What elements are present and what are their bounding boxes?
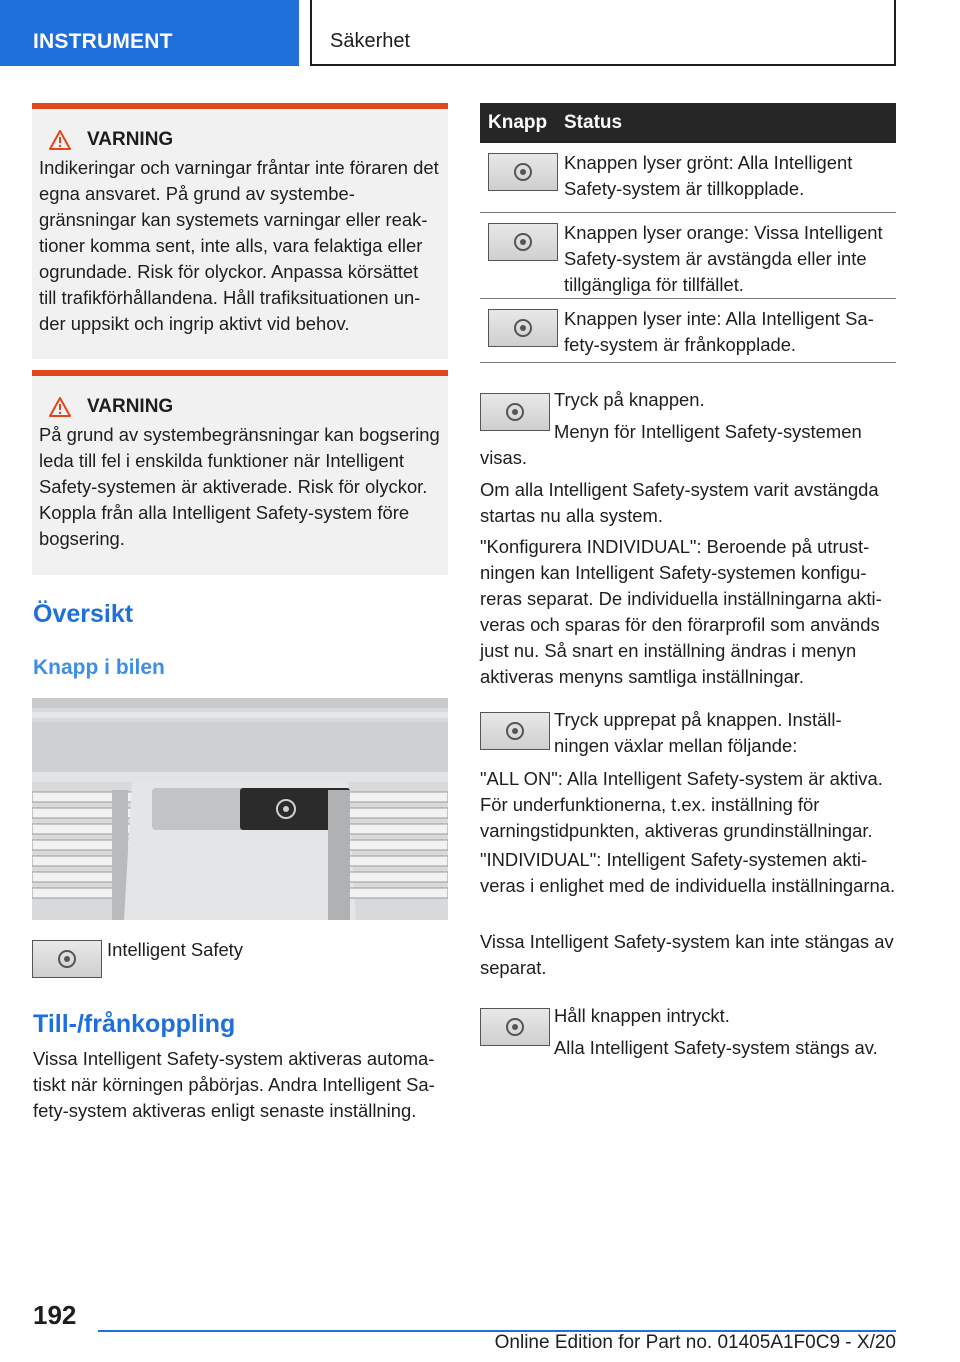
topic-title: Säkerhet (330, 30, 411, 52)
button-green-icon (488, 153, 558, 191)
warning-title: VARNING (87, 396, 174, 417)
warning-triangle-icon (49, 130, 71, 150)
warning-triangle-icon (49, 397, 71, 417)
press-repeat-button-icon (480, 712, 550, 750)
topic-tab (310, 0, 896, 66)
warning-box (32, 103, 448, 359)
status-table (480, 103, 896, 363)
status-text: Knappen lyser grönt: Alla Intelligent Safety-system är tillkopplade. (564, 152, 853, 199)
col-status-header: Status (564, 112, 623, 133)
col-button-header: Knapp (488, 112, 548, 133)
dashboard-photo (32, 698, 448, 920)
status-text: Knappen lyser orange: Vissa Intelligent Safety-system är avstängda eller inte tillgängliga för tillfället. (564, 222, 883, 295)
button-orange-icon (488, 223, 558, 261)
step-result: Alla Intelligent Safety-system stängs av. (554, 1037, 878, 1058)
paragraph: "INDIVIDUAL": Intelligent Safety-systemen aktiveras i enlighet med de individuella inställningarna. (480, 849, 896, 896)
subheading-button-in-car: Knapp i bilen (33, 656, 165, 679)
button-off-icon (488, 309, 558, 347)
page-number: 192 (33, 1300, 77, 1330)
warning-text: På grund av systembegränsningar kan bogsering leda till fel i enskilda funktioner när Intelligent Safety-systemen är aktiverade. Risk för olyckor. Koppla från alla Intelligent Safety-system före bogsering. (39, 424, 440, 549)
press-button-icon (480, 393, 550, 431)
step-press-repeat: Tryck upprepat på knappen. Inställningen växlar mellan följande: (554, 709, 842, 756)
table-row (480, 299, 896, 363)
section-tab (0, 0, 299, 66)
toggle-text: Vissa Intelligent Safety-system aktiveras automatiskt när körningen påbörjas. Andra Intelligent Safety-system aktiveras enligt senaste inställning. (33, 1048, 435, 1121)
step-result-cont: visas. (480, 447, 528, 468)
step-hold-button: Håll knappen intryckt. (554, 1005, 730, 1026)
paragraph: Om alla Intelligent Safety-system varit avstängda startas nu alla system. (480, 479, 879, 526)
table-row (480, 213, 896, 299)
warning-box (32, 370, 448, 575)
step-press-button: Tryck på knappen. (554, 389, 705, 410)
status-text: Knappen lyser inte: Alla Intelligent Safety-system är frånkopplade. (564, 308, 874, 355)
hold-button-icon (480, 1008, 550, 1046)
paragraph: Vissa Intelligent Safety-system kan inte stängas av separat. (480, 931, 894, 978)
warning-title: VARNING (87, 129, 174, 150)
warning-text: Indikeringar och varningar fråntar inte föraren det egna ansvaret. På grund av systembegränsningar kan systemets varningar eller reaktioner komma sent, inte alls, vara felaktiga eller ogrundade. Risk för olyckor. Anpassa körsättet till trafikförhållandena. Håll trafiksituationen under uppsikt och ingrip aktivt vid behov. (39, 157, 439, 334)
table-header (480, 103, 896, 143)
section-title: INSTRUMENT (33, 30, 173, 53)
footer-edition: Online Edition for Part no. 01405A1F0C9 - X/20 (494, 1332, 896, 1353)
button-caption: Intelligent Safety (107, 939, 243, 960)
paragraph: "Konfigurera INDIVIDUAL": Beroende på utrustningen kan Intelligent Safety-systemen konfigureras separat. De individuella inställningarna aktiveras och sparas för den förarprofil som används just nu. Så snart en inställning ändras i menyn aktiveras menyns samtliga inställningar. (480, 536, 882, 687)
heading-toggle: Till-/frånkoppling (33, 1010, 236, 1038)
paragraph: "ALL ON": Alla Intelligent Safety-system är aktiva. För underfunktionerna, t.ex. inställning för varningstidpunkten, aktiveras grundinställningar. (480, 768, 883, 841)
table-row (480, 143, 896, 213)
heading-overview: Översikt (33, 600, 134, 628)
step-result: Menyn för Intelligent Safety-systemen (554, 421, 862, 442)
intelligent-safety-button-icon (32, 940, 102, 978)
